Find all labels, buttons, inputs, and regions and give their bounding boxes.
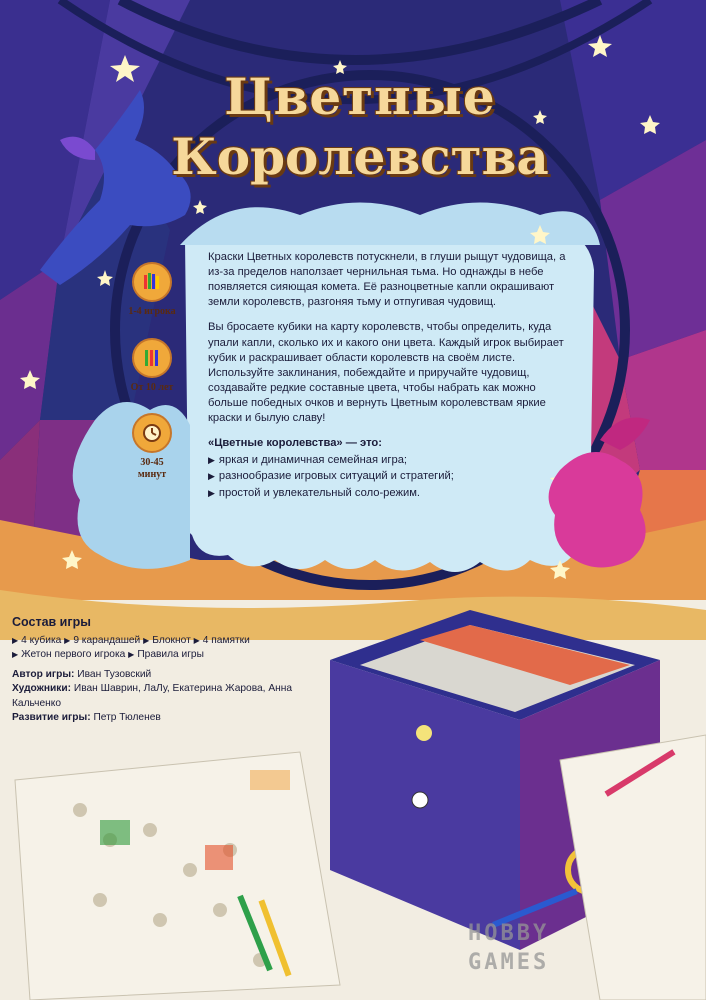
arrow-bullet-icon: ▶ [128, 649, 135, 659]
author-credit: Автор игры: Иван Тузовский [12, 669, 152, 681]
arrow-bullet-icon: ▶ [12, 649, 19, 659]
features-list [208, 453, 570, 500]
game-info-badges [126, 262, 178, 500]
components-row-1: ▶ 4 кубика ▶ 9 карандашей ▶ Блокнот ▶ 4 памятки [12, 634, 250, 646]
arrow-bullet-icon: ▶ [208, 487, 215, 498]
components-section [12, 614, 302, 725]
players-text: 1-4 игрока [128, 306, 176, 317]
score-sheet-illustration [15, 752, 340, 1000]
feature-item: ▶ простой и увлекательный соло-режим. [208, 486, 421, 499]
feature-item: ▶ яркая и динамичная семейная игра; [208, 454, 408, 467]
game-description [208, 250, 570, 502]
arrow-bullet-icon: ▶ [193, 635, 200, 645]
players-badge [126, 262, 178, 318]
title-line-2: Королевства [171, 127, 549, 186]
components-row-2: ▶ Жетон первого игрока ▶ Правила игры [12, 648, 204, 660]
features-title: «Цветные королевства» — это: [208, 437, 382, 450]
development-credit: Развитие игры: Петр Тюленев [12, 711, 161, 723]
crayons-icon [132, 262, 172, 302]
description-paragraph-2: Вы бросаете кубики на карту королевств, чтобы определить, куда упали капли, сколько их и какого они цвета. Каждый игрок выбирает кубик и раскрашивает области королевств на своём листе. Используйте заклинания, побеждайте и приручайте чудовищ, создавайте редкие составные цвета, чтобы набрать как можно больше победных очков и вернуть Цветным королевствам яркие краски и былую славу! [208, 321, 564, 425]
age-icon [132, 338, 172, 378]
game-title [170, 22, 550, 212]
arrow-bullet-icon: ▶ [208, 455, 215, 466]
arrow-bullet-icon: ▶ [208, 471, 215, 482]
credits [12, 668, 302, 725]
time-badge [126, 413, 178, 480]
time-text: 30-45 минут [137, 457, 167, 480]
arrow-bullet-icon: ▶ [64, 635, 71, 645]
arrow-bullet-icon: ▶ [143, 635, 150, 645]
description-paragraph-1: Краски Цветных королевств потускнели, в глуши рыщут чудовища, а из-за пределов наползает чернильная тьма. Но однажды в небе появляется сияющая комета. Её разноцветные капли окрашивают земли королевств, разгоняя тьму и отпугивая чудовищ. [208, 251, 566, 309]
age-text: От 10 лет [130, 381, 174, 393]
components-title: Состав игры [12, 615, 91, 629]
hobby-games-watermark: HOBBY GAMES [468, 921, 550, 975]
artists-credit: Художники: Иван Шаврин, ЛаЛу, Екатерина Жарова, Анна Кальченко [12, 683, 293, 709]
age-badge [126, 338, 178, 394]
clock-icon [132, 413, 172, 453]
feature-item: ▶ разнообразие игровых ситуаций и стратегий; [208, 470, 454, 483]
arrow-bullet-icon: ▶ [12, 635, 19, 645]
title-line-1: Цветные [224, 67, 496, 126]
